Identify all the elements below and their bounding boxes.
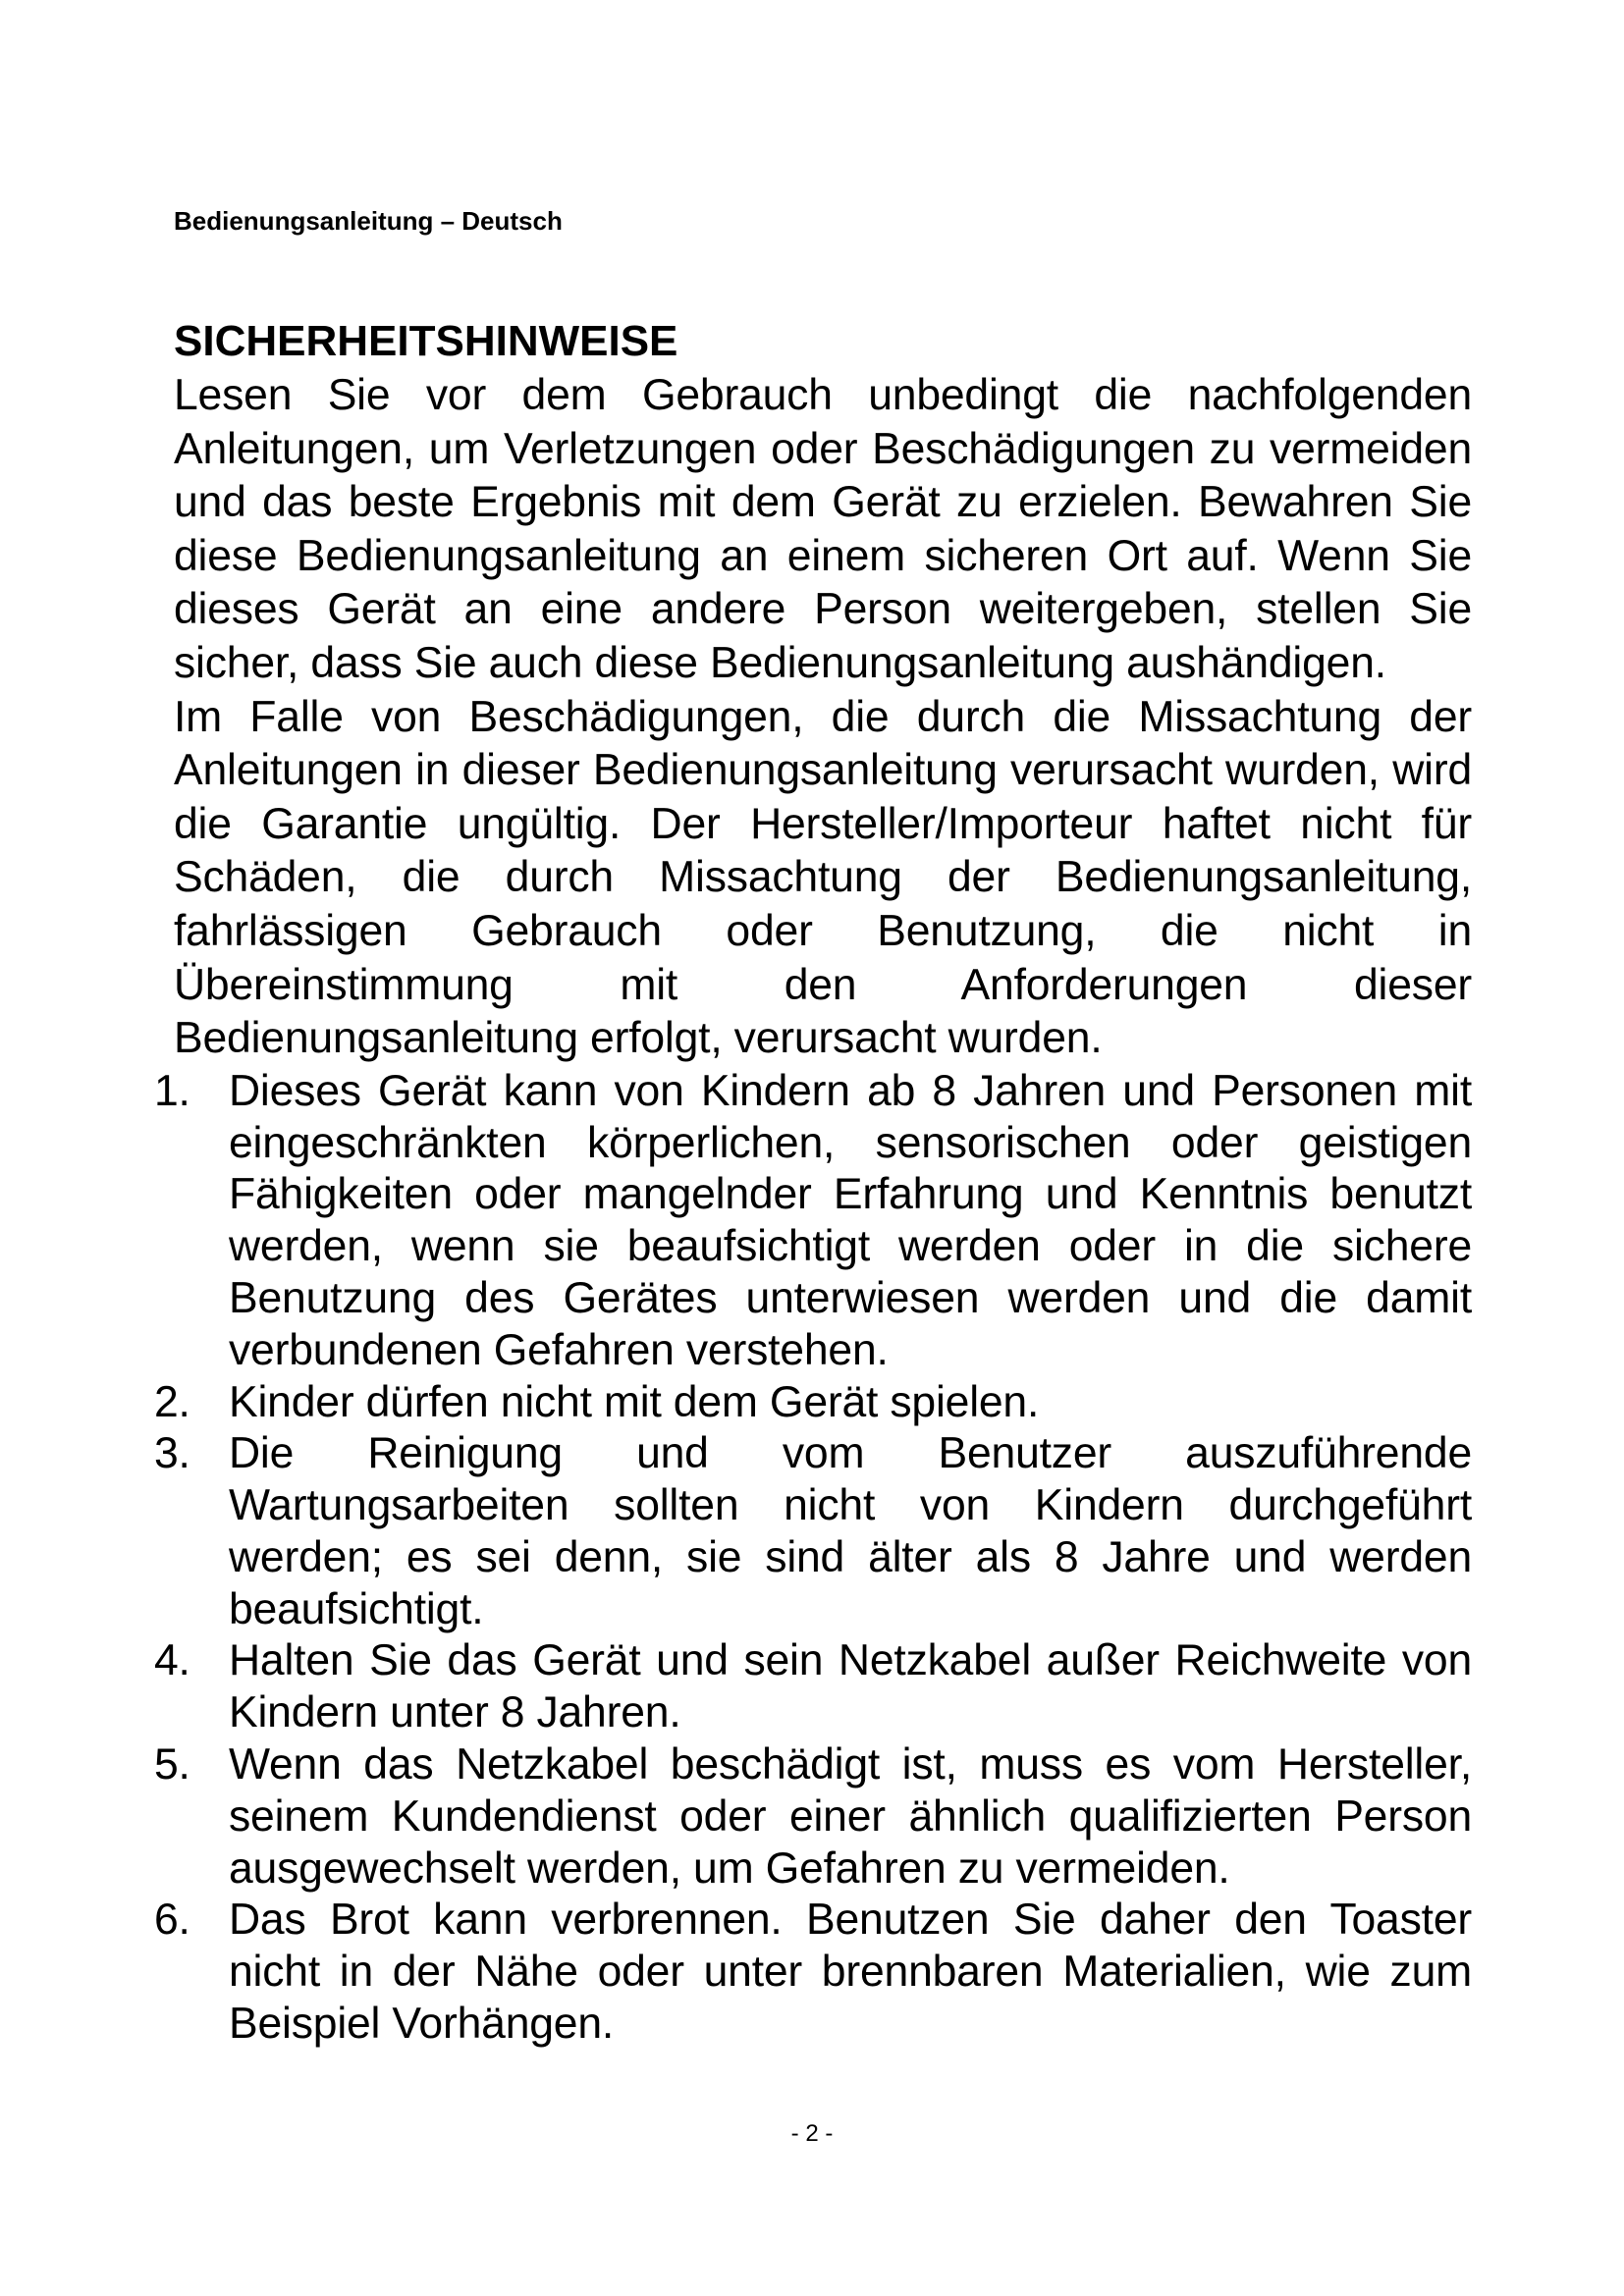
page-number: - 2 -: [790, 2120, 834, 2147]
list-item: [154, 1066, 1472, 1377]
list-item: [154, 1428, 1472, 1635]
safety-section: [154, 314, 1472, 2051]
list-item-number: 4.: [154, 1636, 190, 1685]
list-item: [154, 1895, 1472, 2050]
safety-list: [154, 1066, 1472, 2051]
list-item-text: Dieses Gerät kann von Kindern ab 8 Jahren und Personen mit eingeschränkten körperlichen, sensorischen oder geistigen Fähigkeiten oder mangelnder Erfahrung und Kenntnis benutzt werden, wenn sie beaufsichtigt werden oder in die sichere Benutzung des Gerätes unterwiesen werden und die damit verbundenen Gefahren verstehen.: [229, 1066, 1472, 1374]
list-item-text: Halten Sie das Gerät und sein Netzkabel außer Reichweite von Kindern unter 8 Jahren.: [229, 1636, 1472, 1737]
list-item: [154, 1635, 1472, 1739]
warranty-paragraph: Im Falle von Beschädigungen, die durch die Missachtung der Anleitungen in dieser Bedienungsanleitung verursacht wurden, wird die Garantie ungültig. Der Hersteller/Importeur haftet nicht für Schäden, die durch Missachtung der Bedienungsanleitung, fahrlässigen Gebrauch oder Benutzung, die nicht in Übereinstimmung mit den Anforderungen dieser Bedienungsanleitung erfolgt, verursacht wurden.: [174, 692, 1472, 1063]
list-item: [154, 1377, 1472, 1429]
list-item-number: 6.: [154, 1896, 190, 1945]
running-header: Bedienungsanleitung – Deutsch: [174, 206, 563, 236]
list-item-number: 2.: [154, 1377, 190, 1426]
intro-paragraph: Lesen Sie vor dem Gebrauch unbedingt die nachfolgenden Anleitungen, um Verletzungen oder Beschädigungen zu vermeiden und das beste Ergebnis mit dem Gerät zu erzielen. Bewahren Sie diese Bedienungsanleitung an einem sicheren Ort auf. Wenn Sie dieses Gerät an eine andere Person weitergeben, stellen Sie sicher, dass Sie auch diese Bedienungsanleitung aushändigen.: [174, 371, 1472, 687]
list-item-text: Kinder dürfen nicht mit dem Gerät spielen.: [229, 1377, 1040, 1426]
section-title: SICHERHEITSHINWEISE: [174, 317, 678, 365]
list-item-text: Wenn das Netzkabel beschädigt ist, muss es vom Hersteller, seinem Kundendienst oder einer ähnlich qualifizierten Person ausgewechselt werden, um Gefahren zu vermeiden.: [229, 1740, 1472, 1893]
list-item-text: Das Brot kann verbrennen. Benutzen Sie daher den Toaster nicht in der Nähe oder unter brennbaren Materialien, wie zum Beispiel Vorhängen.: [229, 1896, 1472, 2049]
list-item-number: 1.: [154, 1066, 190, 1115]
list-item-number: 5.: [154, 1740, 190, 1789]
list-item-number: 3.: [154, 1429, 190, 1478]
list-item: [154, 1739, 1472, 1895]
list-item-text: Die Reinigung und vom Benutzer auszuführende Wartungsarbeiten sollten nicht von Kindern durchgeführt werden; es sei denn, sie sind älter als 8 Jahre und werden beaufsichtigt.: [229, 1429, 1472, 1633]
